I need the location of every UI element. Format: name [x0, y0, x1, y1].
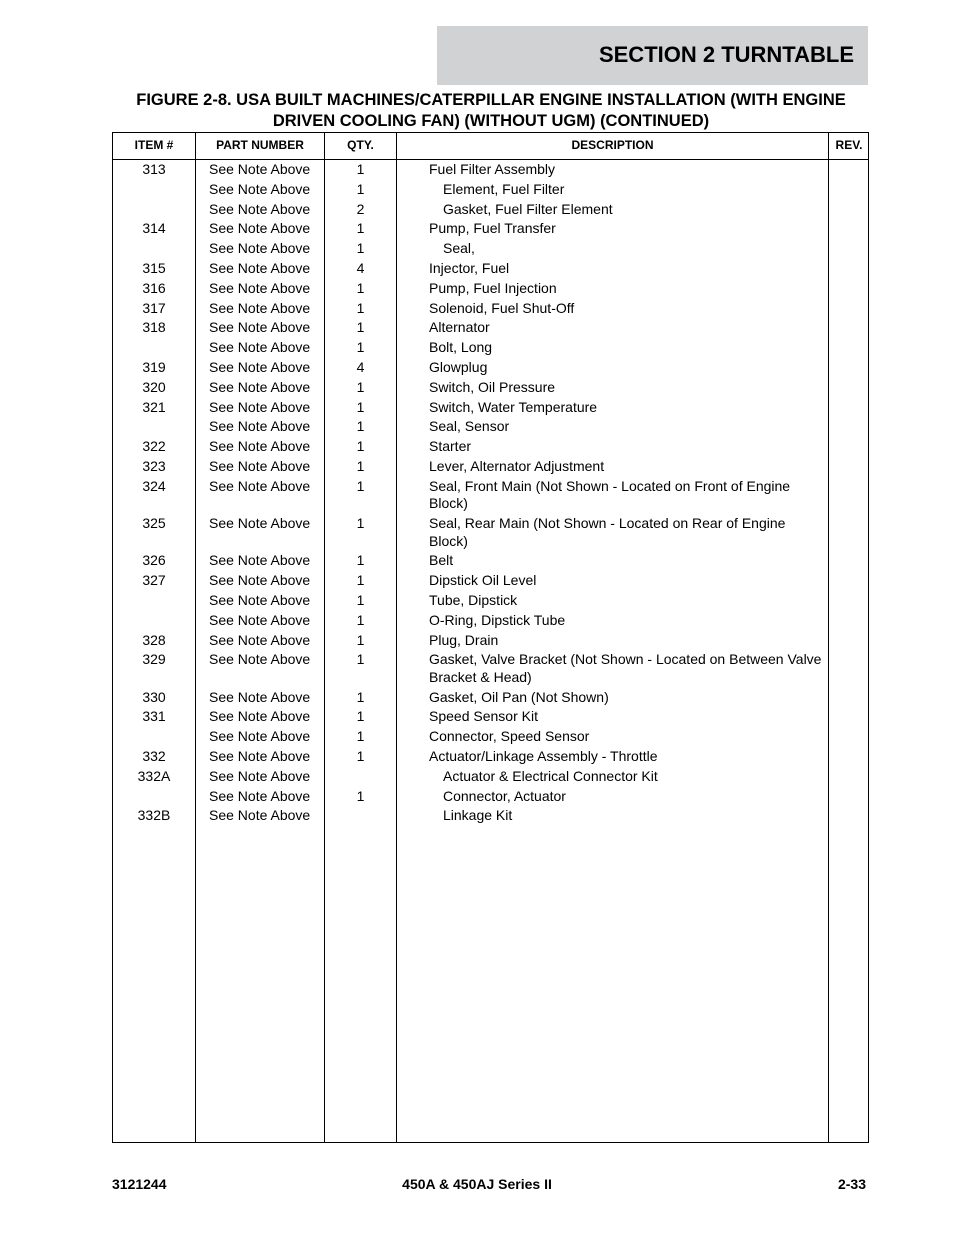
quantity: 1	[356, 552, 365, 569]
part-number: See Note Above	[209, 807, 311, 824]
description: Fuel Filter Assembly	[429, 161, 556, 177]
description: Linkage Kit	[443, 807, 513, 824]
quantity: 1	[356, 515, 365, 532]
quantity: 1	[356, 457, 365, 474]
part-number: See Note Above	[209, 631, 311, 648]
table-row	[113, 180, 868, 200]
table-row	[113, 611, 868, 631]
description: Tube, Dipstick	[429, 591, 518, 608]
description: Solenoid, Fuel Shut-Off	[429, 299, 575, 316]
table-row	[113, 571, 868, 591]
item-number: 314	[142, 220, 166, 237]
description: Lever, Alternator Adjustment	[429, 457, 605, 474]
quantity: 1	[356, 708, 365, 725]
part-number: See Note Above	[209, 515, 311, 532]
quantity: 1	[356, 180, 365, 197]
part-number: See Note Above	[209, 651, 311, 668]
part-number: See Note Above	[209, 259, 311, 276]
section-header	[437, 26, 868, 85]
description: Alternator	[429, 319, 490, 336]
table-row	[113, 767, 868, 787]
item-number: 315	[142, 259, 166, 276]
description: Injector, Fuel	[429, 259, 510, 276]
part-number: See Note Above	[209, 611, 311, 628]
quantity: 1	[356, 572, 365, 589]
figure-title-line-1: FIGURE 2-8. USA BUILT MACHINES/CATERPILLAR ENGINE INSTALLATION (WITH ENGINE	[136, 91, 846, 109]
description: Connector, Speed Sensor	[429, 728, 590, 745]
part-number: See Note Above	[209, 457, 311, 474]
table-row	[113, 477, 868, 514]
item-number: 332A	[137, 767, 171, 784]
item-number: 330	[142, 688, 166, 705]
description: Pump, Fuel Transfer	[429, 220, 556, 237]
quantity: 1	[356, 477, 365, 494]
item-number: 322	[142, 438, 166, 455]
part-number: See Note Above	[209, 240, 311, 257]
part-number: See Note Above	[209, 358, 311, 375]
quantity: 1	[356, 438, 365, 455]
item-number: 318	[142, 319, 166, 336]
part-number: See Note Above	[209, 552, 311, 569]
item-number: 332	[142, 748, 166, 765]
table-row	[113, 514, 868, 551]
part-number: See Note Above	[209, 180, 311, 197]
table-row	[113, 318, 868, 338]
item-number: 329	[142, 651, 166, 668]
quantity: 4	[356, 259, 365, 276]
item-number: 321	[142, 398, 166, 415]
description: Seal,	[443, 240, 475, 257]
part-number: See Note Above	[209, 279, 311, 296]
parts-table	[112, 132, 869, 1143]
part-number: See Note Above	[209, 339, 311, 356]
table-body	[113, 160, 868, 826]
description: Plug, Drain	[429, 631, 499, 648]
description: Glowplug	[429, 358, 488, 375]
item-number: 324	[142, 477, 166, 494]
part-number: See Note Above	[209, 299, 311, 316]
footer-page-number: 2-33	[837, 1176, 866, 1192]
part-number: See Note Above	[209, 572, 311, 589]
quantity: 1	[356, 398, 365, 415]
description: Seal, Front Main (Not Shown - Located on Front of Engine Block)	[429, 477, 791, 512]
table-row	[113, 378, 868, 398]
table-row	[113, 707, 868, 727]
table-row	[113, 338, 868, 358]
part-number: See Note Above	[209, 438, 311, 455]
part-number: See Note Above	[209, 767, 311, 784]
quantity: 2	[356, 200, 365, 217]
item-number: 316	[142, 279, 166, 296]
description: O-Ring, Dipstick Tube	[429, 611, 566, 628]
description: Seal, Sensor	[429, 418, 510, 435]
part-number: See Note Above	[209, 378, 311, 395]
header-description: DESCRIPTION	[571, 138, 654, 152]
description: Actuator & Electrical Connector Kit	[443, 767, 658, 784]
item-number: 331	[142, 708, 166, 725]
figure-title	[112, 90, 870, 132]
part-number: See Note Above	[209, 591, 311, 608]
table-row	[113, 457, 868, 477]
description: Pump, Fuel Injection	[429, 279, 557, 296]
description: Element, Fuel Filter	[443, 180, 565, 197]
table-row	[113, 688, 868, 708]
section-title: SECTION 2 TURNTABLE	[598, 42, 854, 67]
part-number: See Note Above	[209, 748, 311, 765]
quantity: 1	[356, 631, 365, 648]
description: Seal, Rear Main (Not Shown - Located on Rear of Engine Block)	[429, 515, 786, 549]
table-row	[113, 358, 868, 378]
table-row	[113, 631, 868, 651]
description: Speed Sensor Kit	[429, 708, 538, 725]
part-number: See Note Above	[209, 477, 311, 494]
part-number: See Note Above	[209, 220, 311, 237]
table-row	[113, 591, 868, 611]
quantity: 1	[356, 651, 365, 668]
header-item: ITEM #	[134, 138, 174, 152]
quantity: 1	[356, 418, 365, 435]
quantity: 1	[356, 748, 365, 765]
quantity: 1	[356, 240, 365, 257]
part-number: See Note Above	[209, 688, 311, 705]
item-number: 325	[142, 515, 166, 532]
part-number: See Note Above	[209, 787, 311, 804]
table-row	[113, 219, 868, 239]
quantity: 1	[356, 339, 365, 356]
description: Belt	[429, 552, 454, 569]
part-number: See Note Above	[209, 728, 311, 745]
quantity: 1	[356, 787, 365, 804]
table-row	[113, 747, 868, 767]
description: Dipstick Oil Level	[429, 572, 537, 589]
quantity: 1	[356, 611, 365, 628]
item-number: 313	[142, 161, 166, 177]
quantity: 1	[356, 161, 365, 177]
part-number: See Note Above	[209, 418, 311, 435]
quantity: 1	[356, 220, 365, 237]
description: Gasket, Valve Bracket (Not Shown - Located on Between Valve Bracket & Head)	[429, 651, 822, 685]
item-number: 327	[142, 572, 166, 589]
description: Switch, Oil Pressure	[429, 378, 556, 395]
item-number: 328	[142, 631, 166, 648]
quantity: 1	[356, 299, 365, 316]
description: Gasket, Oil Pan (Not Shown)	[429, 688, 609, 705]
footer-document-number: 3121244	[112, 1176, 167, 1192]
quantity: 1	[356, 319, 365, 336]
table-row	[113, 650, 868, 687]
quantity: 1	[356, 378, 365, 395]
item-number: 317	[142, 299, 166, 316]
header-rev: REV.	[835, 138, 863, 152]
part-number: See Note Above	[209, 319, 311, 336]
table-row	[113, 806, 868, 826]
description: Connector, Actuator	[443, 787, 566, 804]
footer-model: 450A & 450AJ Series II	[402, 1176, 552, 1192]
table-row	[113, 727, 868, 747]
quantity: 1	[356, 728, 365, 745]
table-row	[113, 299, 868, 319]
table-row	[113, 279, 868, 299]
table-row	[113, 160, 868, 180]
table-row	[113, 437, 868, 457]
item-number: 319	[142, 358, 166, 375]
part-number: See Note Above	[209, 708, 311, 725]
table-row	[113, 239, 868, 259]
item-number: 320	[142, 378, 166, 395]
header-part-number: PART NUMBER	[216, 138, 304, 152]
part-number: See Note Above	[209, 398, 311, 415]
header-qty: QTY.	[347, 138, 374, 152]
item-number: 323	[142, 457, 166, 474]
part-number: See Note Above	[209, 200, 311, 217]
table-row	[113, 398, 868, 418]
description: Switch, Water Temperature	[429, 398, 598, 415]
quantity: 1	[356, 279, 365, 296]
table-row	[113, 259, 868, 279]
quantity: 1	[356, 688, 365, 705]
description: Gasket, Fuel Filter Element	[443, 200, 613, 217]
description: Starter	[429, 438, 472, 455]
table-row	[113, 551, 868, 571]
item-number: 326	[142, 552, 166, 569]
item-number: 332B	[137, 807, 171, 824]
figure-title-line-2: DRIVEN COOLING FAN) (WITHOUT UGM) (CONTINUED)	[272, 112, 710, 130]
description: Actuator/Linkage Assembly - Throttle	[429, 748, 658, 765]
table-row	[113, 200, 868, 220]
table-row	[113, 417, 868, 437]
table-row	[113, 787, 868, 807]
description: Bolt, Long	[429, 339, 493, 356]
quantity: 1	[356, 591, 365, 608]
part-number: See Note Above	[209, 161, 311, 177]
quantity: 4	[356, 358, 365, 375]
